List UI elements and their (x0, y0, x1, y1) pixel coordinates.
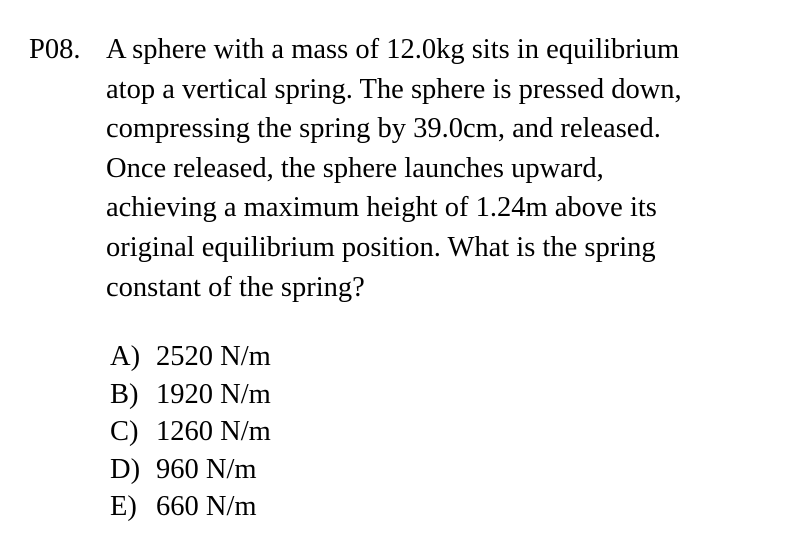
problem-number: P08. (29, 34, 81, 65)
question-line: Once released, the sphere launches upward, (106, 152, 604, 184)
question-line: achieving a maximum height of 1.24m above its (106, 192, 657, 224)
choice-text: 2520 N/m (156, 341, 271, 372)
question-line: atop a vertical spring. The sphere is pressed down, (106, 73, 682, 105)
choice-text: 1260 N/m (156, 416, 271, 447)
question-line: constant of the spring? (106, 271, 365, 303)
answer-choices (110, 338, 271, 526)
question-line: compressing the spring by 39.0cm, and released. (106, 113, 661, 145)
choice-a (110, 338, 271, 376)
choice-text: 960 N/m (156, 453, 257, 485)
choice-e (110, 488, 271, 526)
choice-d (110, 451, 271, 489)
choice-b (110, 376, 271, 414)
question-text (106, 30, 766, 307)
choice-letter: A) (110, 341, 141, 372)
choice-letter: B) (110, 378, 139, 410)
choice-letter: C) (110, 416, 139, 447)
choice-c (110, 413, 271, 451)
choice-text: 1920 N/m (156, 378, 271, 410)
question-line: A sphere with a mass of 12.0kg sits in equilibrium (106, 34, 680, 65)
choice-letter: E) (110, 491, 137, 522)
choice-letter: D) (110, 453, 141, 485)
question-line: original equilibrium position. What is the spring (106, 231, 656, 263)
choice-text: 660 N/m (156, 491, 257, 522)
